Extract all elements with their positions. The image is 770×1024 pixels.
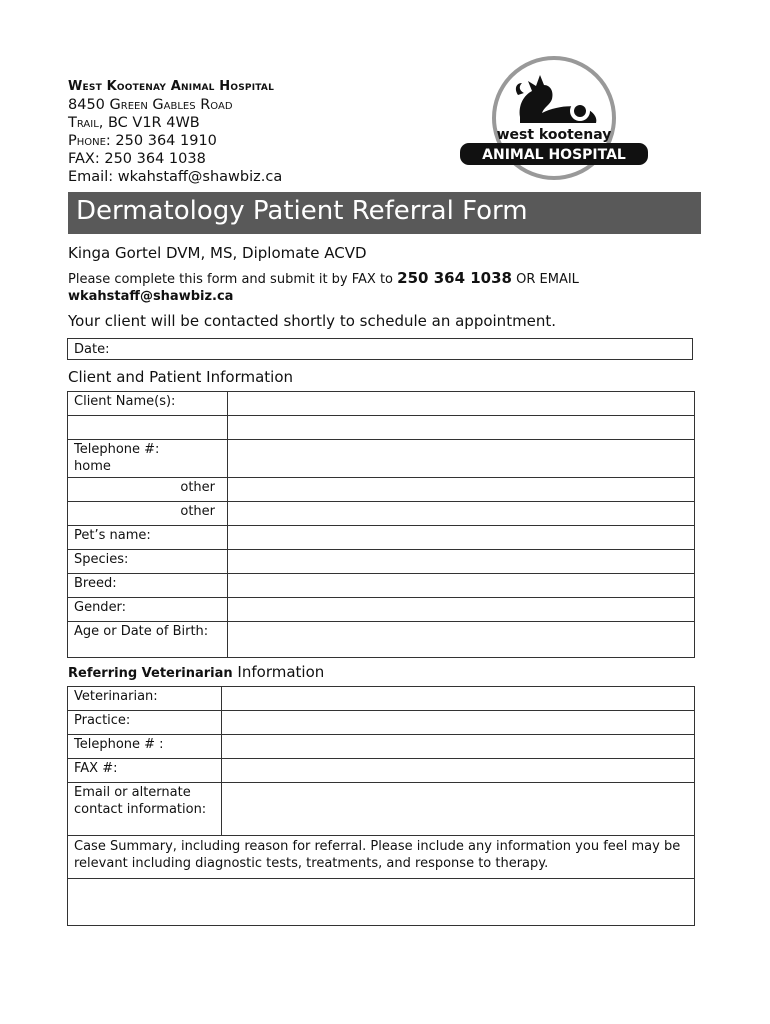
hospital-address-block (68, 78, 282, 186)
practice-label: Practice: (68, 711, 222, 735)
telephone-other2-field[interactable] (228, 502, 695, 526)
telephone-home-label (68, 440, 228, 478)
vet-fax-label: FAX #: (68, 759, 222, 783)
telephone-other-field[interactable] (228, 478, 695, 502)
table-row (68, 502, 695, 526)
gender-label: Gender: (68, 598, 228, 622)
gender-field[interactable] (228, 598, 695, 622)
vet-section-title-rest: Information (232, 663, 325, 681)
hospital-logo (458, 55, 650, 183)
form-title: Dermatology Patient Referral Form (68, 192, 701, 234)
table-row (68, 526, 695, 550)
vet-telephone-field[interactable] (222, 735, 695, 759)
instruction-fax-number: 250 364 1038 (397, 269, 512, 287)
table-row (68, 759, 695, 783)
hospital-city: Trail, BC V1R 4WB (68, 115, 200, 131)
home-label: home (74, 458, 111, 474)
instruction-or: OR EMAIL (516, 272, 579, 287)
species-field[interactable] (228, 550, 695, 574)
client-name-label: Client Name(s): (68, 392, 228, 416)
contact-notice: Your client will be contacted shortly to schedule an appointment. (68, 312, 557, 330)
breed-label: Breed: (68, 574, 228, 598)
logo-line2: ANIMAL HOSPITAL (482, 147, 626, 163)
table-row (68, 416, 695, 440)
pet-name-label: Pet’s name: (68, 526, 228, 550)
telephone-home-field[interactable] (228, 440, 695, 478)
age-label: Age or Date of Birth: (68, 622, 228, 658)
hospital-phone: Phone: 250 364 1910 (68, 133, 217, 149)
veterinarian-field[interactable] (222, 687, 695, 711)
date-field[interactable] (67, 338, 693, 360)
hospital-fax: FAX: 250 364 1038 (68, 151, 206, 167)
species-label: Species: (68, 550, 228, 574)
client-name-extra-label (68, 416, 228, 440)
telephone-other-label: other (68, 478, 228, 502)
practice-field[interactable] (222, 711, 695, 735)
breed-field[interactable] (228, 574, 695, 598)
table-row (68, 574, 695, 598)
veterinarian-label: Veterinarian: (68, 687, 222, 711)
hospital-street: 8450 Green Gables Road (68, 97, 233, 113)
case-summary-box (67, 835, 695, 926)
hospital-email: Email: wkahstaff@shawbiz.ca (68, 169, 283, 185)
table-row (68, 783, 695, 836)
table-row (68, 598, 695, 622)
instruction-prefix: Please complete this form and submit it by FAX to (68, 272, 394, 287)
table-row (68, 392, 695, 416)
age-field[interactable] (228, 622, 695, 658)
client-patient-table (67, 391, 695, 658)
table-row (68, 687, 695, 711)
vet-email-label: Email or alternate contact information: (68, 783, 222, 836)
table-row (68, 711, 695, 735)
telephone-other2-label: other (68, 502, 228, 526)
instruction-email[interactable]: wkahstaff@shawbiz.ca (68, 289, 234, 304)
vet-email-field[interactable] (222, 783, 695, 836)
case-summary-label: Case Summary, including reason for referral. Please include any information you feel may be relevant including diagnostic tests, treatments, and response to therapy. (68, 836, 694, 879)
case-summary-field[interactable] (68, 879, 694, 933)
table-row (68, 550, 695, 574)
doctor-name: Kinga Gortel DVM, MS, Diplomate ACVD (68, 244, 367, 262)
date-label: Date: (74, 342, 110, 357)
client-name-field[interactable] (228, 392, 695, 416)
cat-dog-icon (516, 75, 596, 123)
client-section-title: Client and Patient Information (68, 368, 294, 386)
logo-line1: west kootenay (496, 127, 612, 143)
hospital-name: West Kootenay Animal Hospital (68, 79, 274, 94)
vet-telephone-label: Telephone # : (68, 735, 222, 759)
table-row (68, 622, 695, 658)
vet-section-title-bold: Referring Veterinarian (68, 666, 233, 681)
pet-name-field[interactable] (228, 526, 695, 550)
vet-fax-field[interactable] (222, 759, 695, 783)
table-row (68, 478, 695, 502)
vet-info-table (67, 686, 695, 836)
telephone-label: Telephone #: (74, 442, 160, 457)
table-row (68, 440, 695, 478)
table-row (68, 735, 695, 759)
client-name-extra-field[interactable] (228, 416, 695, 440)
vet-section-title (68, 663, 324, 681)
submission-instructions (68, 270, 708, 305)
